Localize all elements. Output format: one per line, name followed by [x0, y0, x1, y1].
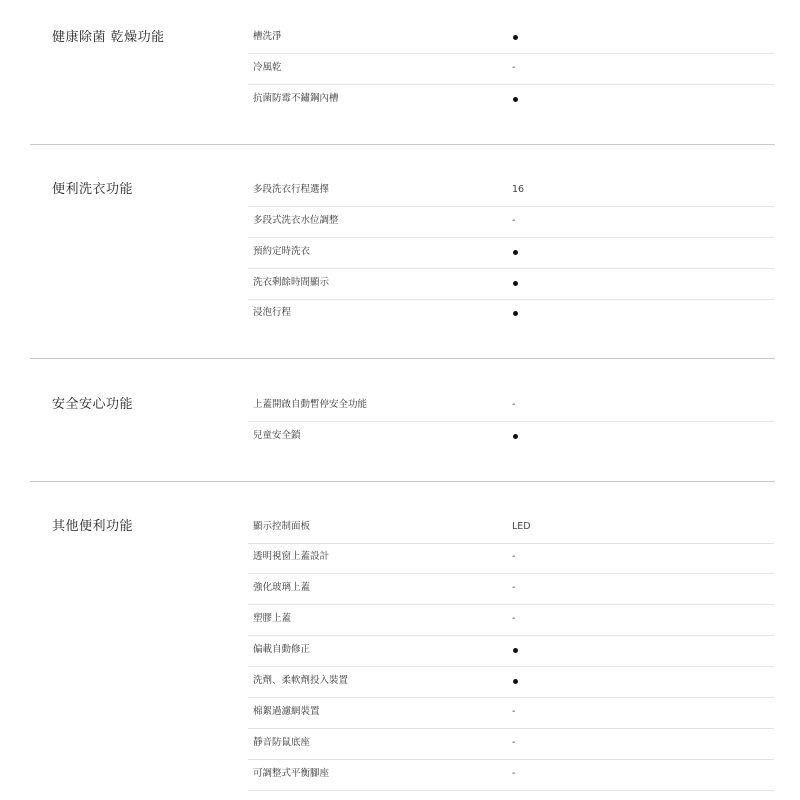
spec-row	[248, 667, 774, 698]
spec-row	[248, 207, 774, 238]
spec-label: 兒童安全鎖	[253, 430, 301, 441]
spec-row	[248, 238, 774, 269]
available-dot-icon	[513, 648, 518, 653]
spec-row	[248, 636, 774, 667]
section-title-safety: 安全安心功能	[52, 397, 134, 412]
spec-row	[248, 422, 774, 452]
spec-value: -	[512, 613, 516, 624]
spec-row	[248, 543, 774, 574]
spec-value: -	[512, 215, 516, 226]
spec-value: -	[512, 768, 516, 779]
spec-value: -	[512, 62, 516, 73]
spec-label: 槽洗淨	[253, 31, 282, 42]
spec-label: 多段式洗衣水位調整	[253, 215, 339, 226]
spec-label: 洗劑、柔軟劑投入裝置	[253, 675, 349, 686]
available-dot-icon	[513, 434, 518, 439]
spec-label: 偏載自動修正	[253, 644, 311, 655]
spec-value: LED	[512, 521, 531, 532]
section-title-health: 健康除菌 乾燥功能	[52, 30, 165, 45]
section-divider	[30, 144, 775, 145]
spec-label: 冷風乾	[253, 62, 282, 73]
spec-row	[248, 54, 774, 85]
spec-label: 抗菌防霉不鏽鋼內槽	[253, 93, 339, 104]
spec-label: 透明視窗上蓋設計	[253, 551, 330, 562]
spec-row	[248, 299, 774, 329]
spec-label: 塑膠上蓋	[253, 613, 292, 624]
spec-label: 棉絮過濾網裝置	[253, 706, 320, 717]
section-title-other: 其他便利功能	[52, 519, 134, 534]
spec-row	[248, 574, 774, 605]
spec-label: 上蓋開啟自動暫停安全功能	[253, 399, 368, 410]
section-divider	[30, 358, 775, 359]
spec-row	[248, 176, 774, 207]
spec-value: 16	[512, 184, 525, 195]
available-dot-icon	[513, 281, 518, 286]
available-dot-icon	[513, 250, 518, 255]
spec-row	[248, 729, 774, 760]
spec-label: 浸泡行程	[253, 307, 292, 318]
spec-label: 可調整式平衡腳座	[253, 768, 330, 779]
spec-value: -	[512, 737, 516, 748]
spec-label: 多段洗衣行程選擇	[253, 184, 330, 195]
spec-row	[248, 269, 774, 300]
section-divider	[30, 481, 775, 482]
section-title-convenience: 便利洗衣功能	[52, 182, 134, 197]
spec-row	[248, 760, 774, 791]
available-dot-icon	[513, 97, 518, 102]
spec-row	[248, 391, 774, 422]
available-dot-icon	[513, 35, 518, 40]
spec-row	[248, 605, 774, 636]
spec-value: -	[512, 706, 516, 717]
spec-value: -	[512, 582, 516, 593]
spec-label: 預約定時洗衣	[253, 246, 311, 257]
spec-row	[248, 698, 774, 729]
spec-value: -	[512, 399, 516, 410]
available-dot-icon	[513, 311, 518, 316]
spec-row	[248, 23, 774, 54]
available-dot-icon	[513, 679, 518, 684]
spec-row	[248, 85, 774, 115]
spec-label: 靜音防鼠底座	[253, 737, 311, 748]
spec-label: 洗衣剩餘時間顯示	[253, 277, 330, 288]
spec-label: 強化玻璃上蓋	[253, 582, 311, 593]
spec-label: 顯示控制面板	[253, 521, 311, 532]
spec-row	[248, 513, 774, 544]
spec-value: -	[512, 551, 516, 562]
